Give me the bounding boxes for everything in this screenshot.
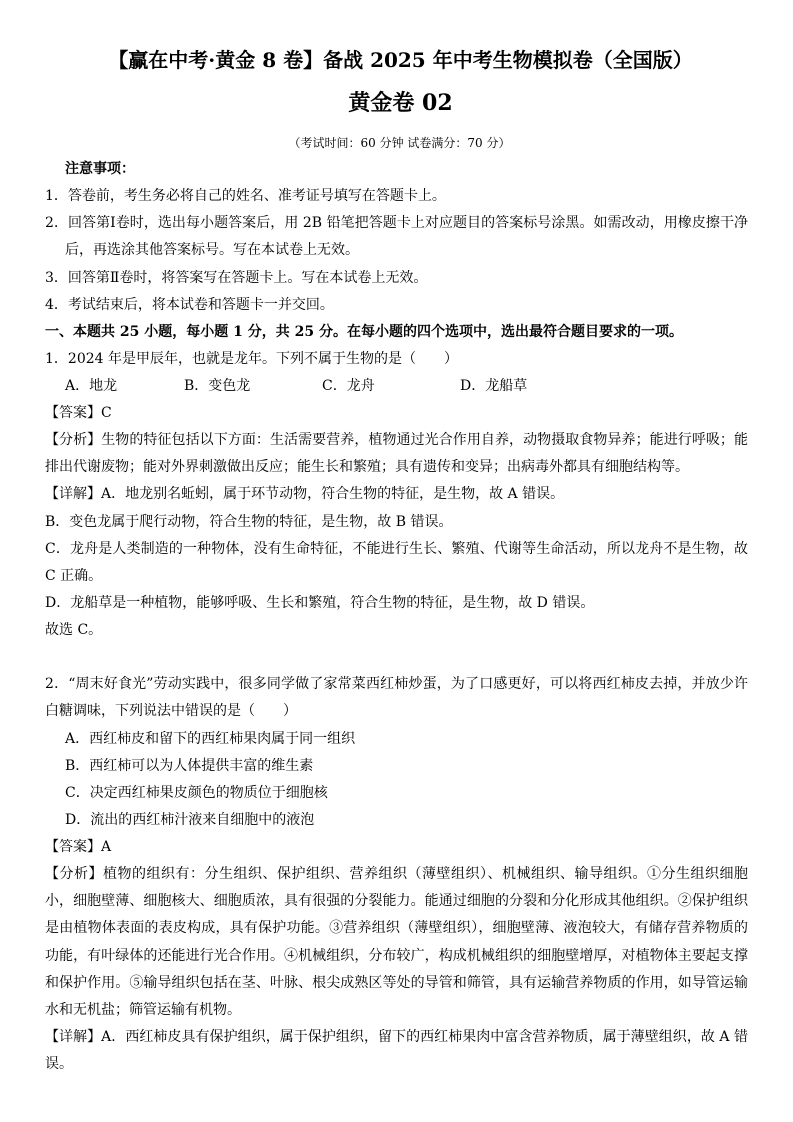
spacer xyxy=(45,644,748,671)
question-2-answer: 【答案】A xyxy=(45,839,112,856)
question-1-stem: 1．2024 年是甲辰年，也就是龙年。下列不属于生物的是（ ） xyxy=(45,350,458,367)
section-heading: 一、本题共 25 小题，每小题 1 分，共 25 分。在每小题的四个选项中，选出最符合题目要求的一项。 xyxy=(45,323,683,340)
question-2-option-a: A．西红柿皮和留下的西红柿果肉属于同一组织 xyxy=(65,730,356,747)
question-2-analysis: 【分析】植物的组织有：分生组织、保护组织、营养组织（薄壁组织）、机械组织、输导组织。①分生组织细胞小，细胞壁薄、细胞核大、细胞质浓，具有很强的分裂能力。能通过细胞的分裂和分化形成其他组织。②保护组织是由植物体表面的表皮构成，具有保护功能。③营养组织（薄壁组织），细胞壁薄、液泡较大，有储存营养物质的功能，有叶绿体的还能进行光合作用。④机械组织，分布较广，构成机械组织的细胞壁增厚，对植物体主要起支撑和保护作用。⑤输导组织包括在茎、叶脉、根尖成熟区等处的导管和筛管，具有运输营养物质的作用，如导管运输水和无机盐；筛管运输有机物。 xyxy=(45,866,748,1018)
question-1-detail: D．龙船草是一种植物，能够呼吸、生长和繁殖，符合生物的特征，是生物，故 D 错误。 xyxy=(45,594,595,611)
question-1-conclusion: 故选 C。 xyxy=(45,622,103,639)
paper-body xyxy=(45,156,748,1078)
notes-heading: 注意事项： xyxy=(65,161,135,177)
question-2-option-b: B．西红柿可以为人体提供丰富的维生素 xyxy=(65,757,314,774)
question-1-options xyxy=(45,373,748,400)
note-item: 1．答卷前，考生务必将自己的姓名、准考证号填写在答题卡上。 xyxy=(45,188,446,205)
question-2-detail: 【详解】A．西红柿皮具有保护组织，属于保护组织，留下的西红柿果肉中富含营养物质，属于薄壁组织，故 A 错误。 xyxy=(45,1028,748,1073)
question-1-detail: 【详解】A．地龙别名蚯蚓，属于环节动物，符合生物的特征，是生物，故 A 错误。 xyxy=(45,486,565,503)
question-2-stem: 2．“周末好食光”劳动实践中，很多同学做了家常菜西红柿炒蛋，为了口感更好，可以将西红柿皮去掉，并放少许白糖调味，下列说法中错误的是（ ） xyxy=(45,676,748,720)
note-item: 3．回答第Ⅱ卷时，将答案写在答题卡上。写在本试卷上无效。 xyxy=(45,269,428,286)
question-2-option-c: C．决定西红柿果皮颜色的物质位于细胞核 xyxy=(65,784,328,801)
paper-subtitle: 黄金卷 02 xyxy=(348,90,453,116)
paper-title: 【赢在中考·黄金 8 卷】备战 2025 年中考生物模拟卷（全国版） xyxy=(108,48,693,72)
question-1-analysis: 【分析】生物的特征包括以下方面：生活需要营养，植物通过光合作用自养，动物摄取食物异养；能进行呼吸；能排出代谢废物；能对外界刺激做出反应；能生长和繁殖；具有遗传和变异；出病毒外都具有细胞结构等。 xyxy=(45,432,748,476)
question-1-option-a: A．地龙 xyxy=(65,378,118,394)
question-1-option-d: D．龙船草 xyxy=(460,378,528,394)
question-1-detail: C．龙舟是人类制造的一种物体，没有生命特征，不能进行生长、繁殖、代谢等生命活动，所以龙舟不是生物，故 C 正确。 xyxy=(45,540,748,584)
question-1-answer: 【答案】C xyxy=(45,405,112,422)
question-1-option-b: B．变色龙 xyxy=(184,378,251,394)
exam-info: （考试时间：60 分钟 试卷满分：70 分） xyxy=(288,136,511,150)
question-1-option-c: C．龙舟 xyxy=(322,378,375,394)
question-2-option-d: D．流出的西红柿汁液来自细胞中的液泡 xyxy=(65,811,315,828)
note-item: 2．回答第Ⅰ卷时，选出每小题答案后，用 2B 铅笔把答题卡上对应题目的答案标号涂黑。如需改动，用橡皮擦干净后，再选涂其他答案标号。写在本试卷上无效。 xyxy=(45,215,748,259)
question-1-detail: B．变色龙属于爬行动物，符合生物的特征，是生物，故 B 错误。 xyxy=(45,513,453,530)
note-item: 4．考试结束后，将本试卷和答题卡一并交回。 xyxy=(45,296,334,313)
